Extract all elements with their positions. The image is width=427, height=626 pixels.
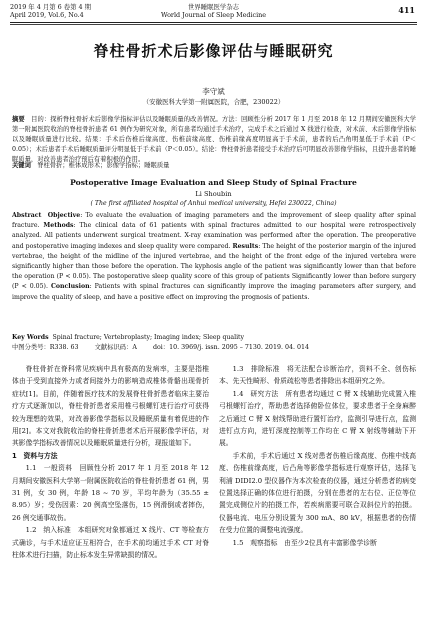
- methods-text: : The clinical data of 61 patients with spinal fractures admitted to our hospital were retrospectively analyzed. All patients underwent surgical treatment. X-ray examination was performed after the operation. The preoperative and postoperative imaging indexes and sleep quality were compared.: [12, 222, 416, 250]
- abstract-cn-text: 目的：探析脊柱骨折术后影像学指标评估以及睡眠质量的改善情况。方法：回顾性分析 2017 年 1 月至 2018 年 12 月期间安徽医科大学第一附属医院收治的脊柱骨折患者 61 例作为研究对象，所有患者均通过手术治疗，完成手术之后通过 X 线进行检查，对术前、术后影像学指标以及睡眠质量进行比较。结果：手术后伤椎后缘高度、伤椎前缘高度、伤椎前缘高度明显高于手术前，患者的后凸角明显低于手术前（P＜0.05）；术后患者手术后睡眠质量评分明显低于手术前（P＜0.05）。结论：脊柱骨折患者接受手术治疗后可明显改善影像学指标，且提升患者的睡眠质量，对改善患者治疗预后有着积极的作用。: [12, 116, 417, 163]
- affiliation-en: ( The first affiliated hospital of Anhui medical university, Hefei 230022, China): [90, 200, 337, 207]
- conclusion-label: Conclusion: [50, 283, 90, 291]
- paragraph-inclusion-criteria: 1.2 纳入标准 本组研究对象都通过 X 线片、CT 等检查方式确诊，与手术适应证互相符合，在手术前均通过手术 CT 对脊柱体术进行扫描，防止标本发生异常缺损的情况。: [12, 526, 209, 560]
- methods-label: Methods: [43, 222, 74, 230]
- doi: doi：10. 3969/j. issn. 2095 – 7130. 2019. 04. 014: [152, 344, 309, 351]
- body-column-left: [12, 363, 209, 562]
- author-en: Li Shoubin: [195, 190, 232, 198]
- paragraph-exclusion-criteria: 1.3 排除标准 将无法配合诊断治疗，资料不全、创伤标本、先天性畸形、骨质疏松等患者排除出本组研究之外。: [219, 365, 416, 386]
- page-number: 411: [398, 5, 415, 15]
- results-text: : The height of the posterior margin of the injured vertebrae, the height of the midline of the injured vertebrae, and the height of the front edge of the injured vertebra were significantly higher than those before the operation. The kyphosis angle of the patient was significantly lower than that before the operation (P < 0.05). The postoperative sleep quality score of this group of patients Significantly lower than before surgery (P < 0.05).: [12, 242, 417, 291]
- conclusion-text: : Patients with spinal fractures can significantly improve the imaging parameters after surgery, and improve the quality of sleep, and have a positive effect on improving the prognosis of patients.: [12, 283, 417, 301]
- document-code: 文献标识码：A: [94, 344, 137, 351]
- article-title-en: Postoperative Image Evaluation and Sleep Study of Spinal Fracture: [70, 178, 357, 187]
- author-cn: 李守斌: [202, 87, 225, 96]
- abstract-en: [12, 211, 416, 303]
- objective-text: : To evaluate the evaluation of imaging parameters and the improvement of sleep quality after spinal fracture.: [12, 212, 416, 230]
- classification-row: [12, 343, 416, 353]
- header-rule: [10, 22, 417, 23]
- keywords-cn-text: 脊柱骨折；椎体成形术；影像学指标；睡眠质量: [37, 162, 170, 169]
- abstract-en-label: Abstract: [12, 212, 42, 219]
- keywords-cn-label: 关键词: [12, 162, 31, 169]
- body-column-right: [219, 363, 416, 549]
- section-heading-materials-methods: 1 资料与方法: [12, 451, 58, 460]
- journal-name: [0, 3, 427, 19]
- journal-name-cn: 世界睡眠医学杂志: [187, 3, 240, 11]
- paragraph-general-data: 1.1 一般资料 回顾性分析 2017 年 1 月至 2018 年 12 月期间安徽医科大学第一附属医院收治的脊柱骨折患者 61 例，男 31 例，女 30 例，年龄 18 ~ 70 岁，平均年龄为（35.55 ± 8.95）岁；受伤因素：20 例高空坠落伤，15 例滑倒或者摔伤，26 例交通事故伤。: [12, 464, 209, 522]
- abstract-cn-label: 摘要: [12, 116, 25, 123]
- intro-paragraph: 脊柱骨折在脊科常见疾病中具有极高的发病率，主要是指椎体由于受到直接外力或者间接外力的影响造成椎体骨骼出现骨折症状[1]。目前，伴随着医疗技术的发展脊柱骨折患者临床主要治疗方式逐渐加以，脊柱骨折患者采用椎弓根螺钉进行治疗可获得较为理想的效果，对改善影像学指标以及睡眠质量有着促进的作用[2]。本文对我院收治的脊柱骨折患者术后开展影像学评估，对其影像学指标改善情况以及睡眠质量进行分析，现报道如下。: [12, 365, 209, 448]
- paragraph-research-method: 1.4 研究方法 所有患者均通过 C 臂 X 线辅助完成置入椎弓根螺钉治疗，帮助患者选择俯卧位体位，要求患者于全身麻醉之后通过 C 臂 X 射线帮助进行置钉治疗，监测引导进行点，监测进钉点方向，进钉深度控制等工作均在 C 臂 X 射线等辅助下开展。: [219, 389, 416, 448]
- clc-number: 中图分类号：R338. 63: [12, 344, 79, 351]
- objective-label: Objective: [47, 212, 81, 219]
- article-title-cn: 脊柱骨折术后影像评估与睡眠研究: [93, 42, 334, 60]
- issue-en: April 2019, Vol.6, No.4: [10, 11, 84, 19]
- keywords-en-label: Key Words: [12, 334, 49, 341]
- paragraph-observation-index: 1.5 观察指标 由至少2位具有丰富影像学诊断: [232, 538, 377, 547]
- keywords-en: [12, 333, 416, 343]
- keywords-en-text: Spinal fracture; Vertebroplasty; Imaging index; Sleep quality: [52, 334, 245, 341]
- abstract-cn: [12, 115, 416, 165]
- results-label: Results: [232, 242, 259, 250]
- affiliation-cn: （安徽医科大学第一附属医院，合肥，230022）: [142, 98, 285, 106]
- paragraph-imaging: 手术前，手术后通过 X 线对患者伤椎后缘高度、伤椎中线高度、伤椎前缘高度，后凸角等影像学指标进行观察评估，选择飞利浦 DIDI2.0 型仪器作为本次检查的仪器，通过分析患者的病变位置选择正确的体位进行拍摄，分别在患者的左右位、正位等位置完成侧位片的拍摄工作，若疾病需要可联合双斜位片的拍摄。仪器电流、电压分别设置为 300 mA、80 kV，根据患者的伤情在受力位置的调整电流强度。: [219, 451, 416, 535]
- issue-cn: 2019 年 4 月第 6 卷第 4 期: [10, 3, 92, 11]
- header-rule-thin: [10, 24, 417, 25]
- journal-name-en: World Journal of Sleep Medicine: [160, 11, 267, 19]
- keywords-cn: [12, 161, 416, 171]
